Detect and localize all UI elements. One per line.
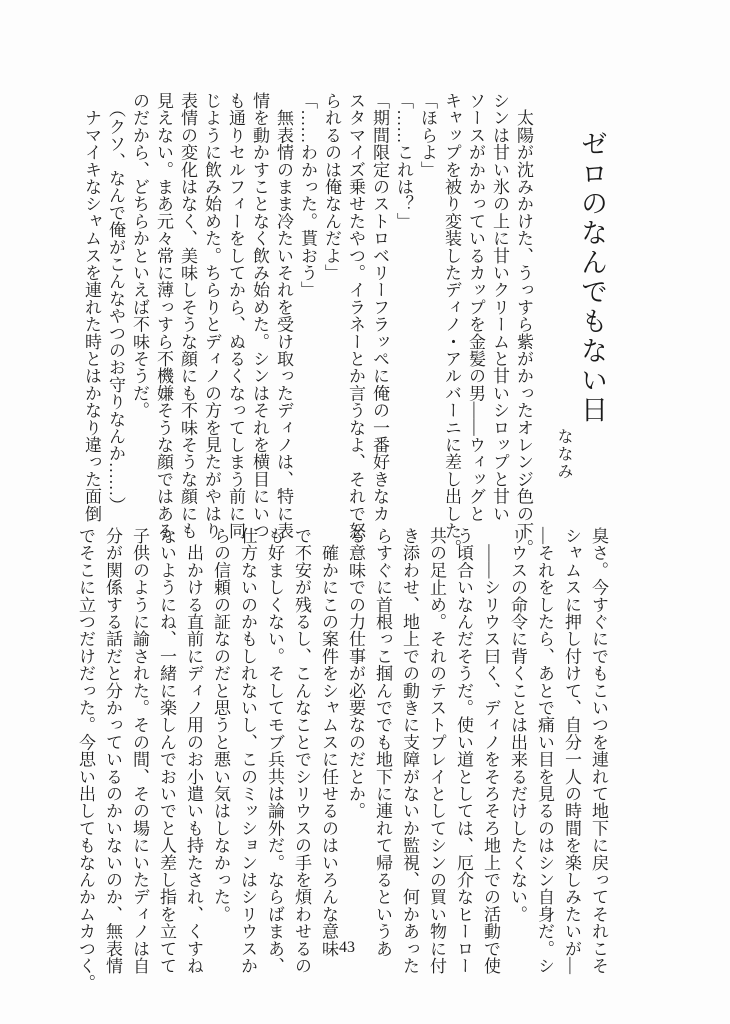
text-line: リウスの命令に背くことは出来るだけしたくない。 <box>508 527 527 923</box>
title-area <box>551 130 609 490</box>
text-block-top <box>79 92 535 556</box>
text-line: う頃合いなんだそうだ。使い道としては、厄介なヒーロー <box>454 527 473 975</box>
text-line: 分が関係する話だと分かっているのかいないのか、無表情 <box>103 527 122 975</box>
text-line: ―それをしたら、あとで痛い目を見るのはシン自身だ。シ <box>535 527 554 975</box>
text-line: 無表情のまま冷たいそれを受け取ったディノは、特に表 <box>274 92 293 540</box>
text-line: シンは甘い氷の上に甘いクリームと甘いシロップと甘い <box>490 92 509 522</box>
text-line: 太陽が沈みかけた、うっすら紫がかったオレンジ色の下。 <box>514 92 533 557</box>
text-line: ソースがかかっているカップを金髪の男――ウィッグと <box>466 92 485 522</box>
author-name: ななみ <box>555 428 572 481</box>
text-line: ないようにね、一緒に楽しんでおいでと人差し指を立てて <box>157 527 176 975</box>
text-line: られるのは俺なんだよ」 <box>322 92 341 282</box>
text-line: ナマイキなシャムスを連れた時とはかなり違った面倒 <box>82 92 101 522</box>
text-line: シャムスに押し付けて、自分一人の時間を楽しみたいが― <box>562 527 581 975</box>
page-number: 43 <box>339 939 355 956</box>
text-line: のだから、どちらかといえば不味そうだ。 <box>130 92 149 419</box>
text-line: 臭さ。今すぐにでもこいつを連れて地下に戻ってそれこそ <box>589 527 608 975</box>
text-line: も好ましくない。そしてモブ兵共は論外だ。ならばまあ、 <box>265 527 284 975</box>
text-line: 仕方ないのかもしれないし、このミッションはシリウスか <box>238 527 257 975</box>
text-block-bottom <box>72 527 612 991</box>
text-line: 表情の変化はなく、美味しそうな顔にも不味そうな顔にも <box>178 92 197 540</box>
text-line: 見えない。まあ元々常に薄っすら不機嫌そうな顔ではある <box>154 92 173 540</box>
text-line: 「ほらよ」 <box>418 92 437 178</box>
text-line: らすぐに首根っこ掴んででも地下に連れて帰るというあ <box>373 527 392 957</box>
text-line: 「……これは？」 <box>394 92 413 230</box>
text-line: でそこに立つだけだった。今思い出してもなんかムカつく。 <box>76 527 95 992</box>
text-line: らの信頼の証なのだと思うと悪い気はしなかった。 <box>211 527 230 923</box>
text-line: ――シリウス曰く、ディノをそろそろ地上での活動で使 <box>481 527 500 975</box>
text-line: 「期間限定のストロベリーフラッペに俺の一番好きなカ <box>370 92 389 522</box>
text-line: 子供のように諭された。その間、その場にいたディノは自 <box>130 527 149 975</box>
text-line: （クソ、なんで俺がこんなやつのお守りなんか……） <box>106 92 125 514</box>
text-line: スタマイズ乗せたやつ。イラネーとか言うなよ、それで怒 <box>346 92 365 540</box>
page-title: ゼロのなんでもない日 <box>577 130 607 425</box>
text-line: き添わせ、地上での動きに支障がないか監視、何かあった <box>400 527 419 975</box>
text-line: る意味での力仕事が必要なのだとか。 <box>346 527 365 820</box>
text-line: で不安が残るし、こんなことでシリウスの手を煩わせるの <box>292 527 311 975</box>
text-line: キャップを被り変装したディノ・アルバーニに差し出した。 <box>442 92 461 557</box>
text-line: 共の足止め。それのテストプレイとしてシンの買い物に付 <box>427 527 446 975</box>
text-line: じように飲み始めた。ちらりとディノの方を見たがやはり <box>202 92 221 540</box>
text-line: 出かける直前にディノ用のお小遣いも持たされ、くすね <box>184 527 203 975</box>
text-line: 「……わかった。貰おう」 <box>298 92 317 299</box>
text-line: 確かにこの案件をシャムスに任せるのはいろんな意味 <box>319 527 338 957</box>
text-line: も通りセルフィーをしてから、ぬるくなってしまう前に同 <box>226 92 245 540</box>
text-line: 情を動かすことなく飲み始めた。シンはそれを横目にいつ <box>250 92 269 540</box>
